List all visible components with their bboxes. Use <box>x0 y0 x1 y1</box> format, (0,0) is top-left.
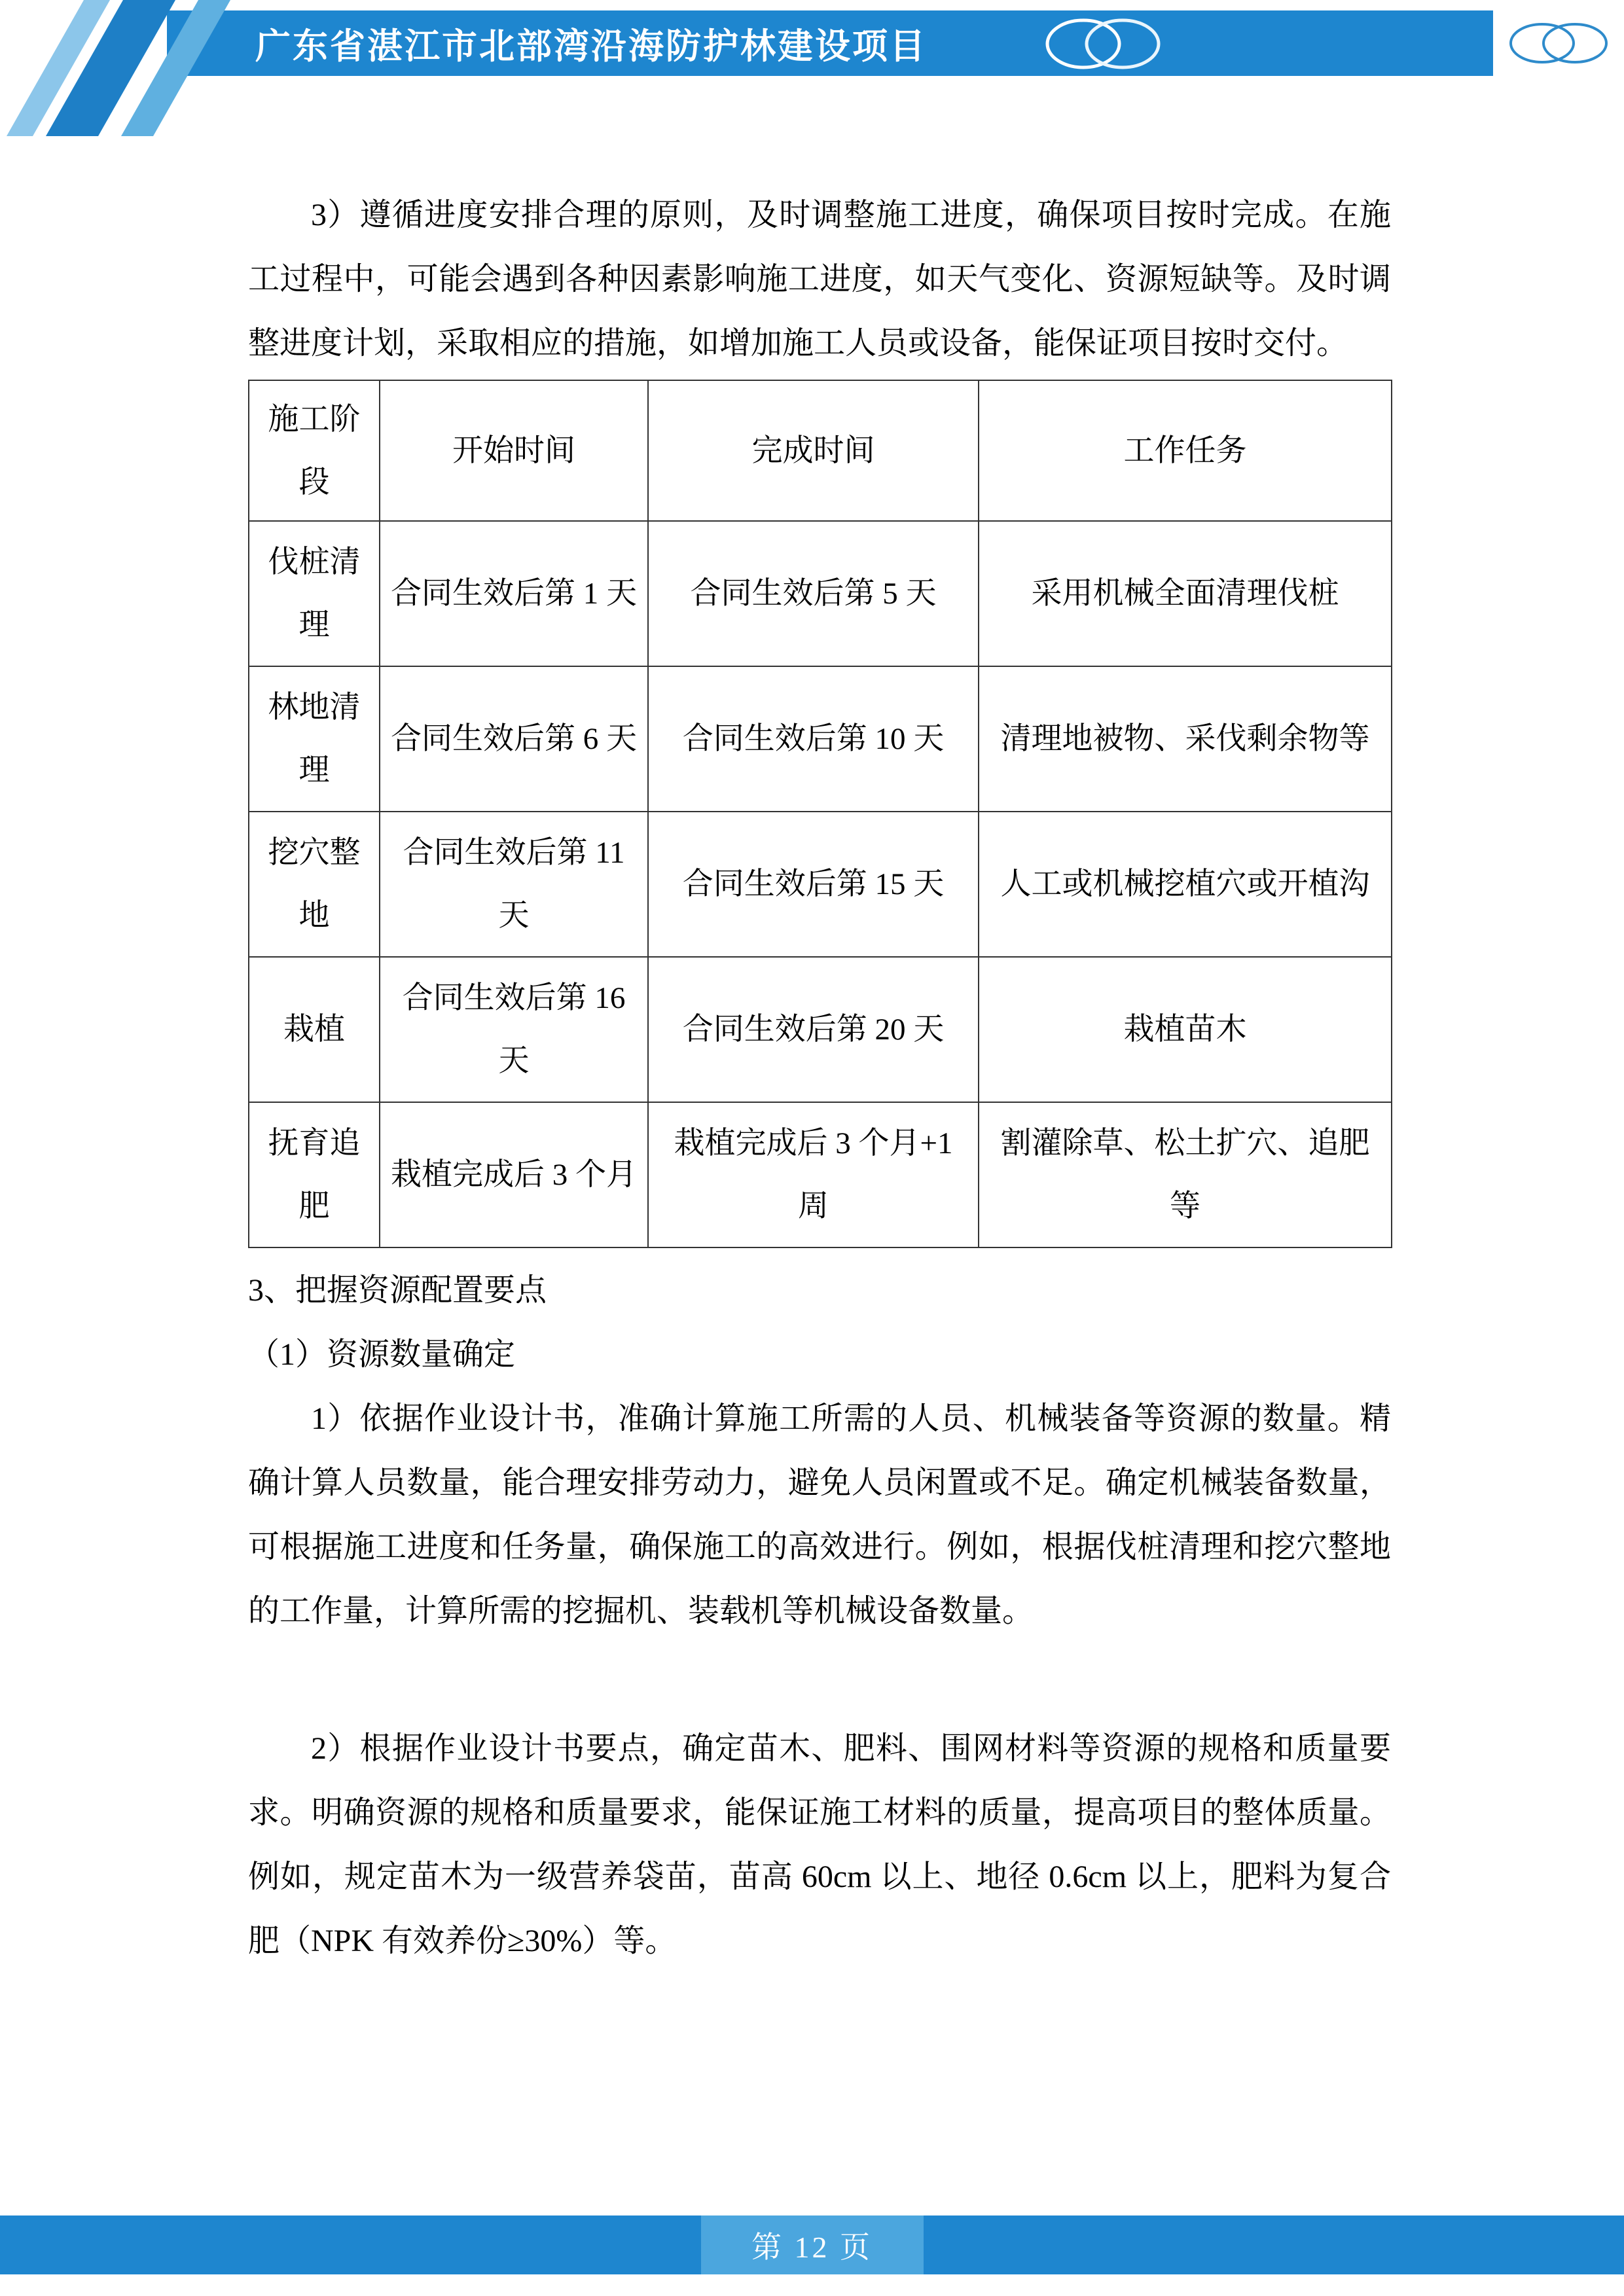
table-header-stage: 施工阶段 <box>249 380 380 521</box>
table-row <box>249 957 1392 1102</box>
interlocked-rings-icon <box>1500 17 1617 69</box>
interlocked-rings-icon <box>1034 14 1172 73</box>
paragraph-schedule-intro: 3）遵循进度安排合理的原则，及时调整施工进度，确保项目按时完成。在施工过程中，可能会遇到各种因素影响施工进度，如天气变化、资源短缺等。及时调整进度计划，采取相应的措施，如增加施工人员或设备，能保证项目按时交付。 <box>248 198 1391 361</box>
cell-stage: 伐桩清理 <box>249 521 380 666</box>
cell-task: 采用机械全面清理伐桩 <box>979 521 1392 666</box>
paragraph-resource-quantity: 1）依据作业设计书，准确计算施工所需的人员、机械装备等资源的数量。精确计算人员数量，能合理安排劳动力，避免人员闲置或不足。确定机械装备数量，可根据施工进度和任务量，确保施工的高效进行。例如，根据伐桩清理和挖穴整地的工作量，计算所需的挖掘机、装载机等机械设备数量。 <box>248 1401 1391 1628</box>
table-header-start: 开始时间 <box>380 380 648 521</box>
header-logo-box <box>1493 7 1624 80</box>
diagonal-stripes-decoration <box>0 0 281 136</box>
page-number-badge <box>701 2215 924 2274</box>
cell-task: 割灌除草、松土扩穴、追肥等 <box>979 1102 1392 1247</box>
cell-start: 合同生效后第 6 天 <box>380 666 648 812</box>
table-row <box>249 666 1392 812</box>
section-heading-resources: 3、把握资源配置要点 <box>248 1273 547 1308</box>
cell-finish: 合同生效后第 15 天 <box>648 812 979 957</box>
cell-start: 栽植完成后 3 个月 <box>380 1102 648 1247</box>
table-header-row <box>249 380 1392 521</box>
table-row <box>249 812 1392 957</box>
paragraph-resource-quality: 2）根据作业设计书要点，确定苗木、肥料、围网材料等资源的规格和质量要求。明确资源的规格和质量要求，能保证施工材料的质量，提高项目的整体质量。例如，规定苗木为一级营养袋苗，苗高 60cm 以上、地径 0.6cm 以上，肥料为复合肥（NPK 有效养份≥30%）等。 <box>248 1731 1391 1958</box>
cell-finish: 合同生效后第 20 天 <box>648 957 979 1102</box>
cell-finish: 合同生效后第 10 天 <box>648 666 979 812</box>
document-header-title: 广东省湛江市北部湾沿海防护林建设项目 <box>255 26 927 66</box>
cell-start: 合同生效后第 16 天 <box>380 957 648 1102</box>
table-row <box>249 1102 1392 1247</box>
cell-stage: 栽植 <box>249 957 380 1102</box>
cell-finish: 合同生效后第 5 天 <box>648 521 979 666</box>
cell-finish: 栽植完成后 3 个月+1 周 <box>648 1102 979 1247</box>
cell-stage: 林地清理 <box>249 666 380 812</box>
document-body <box>248 183 1391 1973</box>
subsection-heading-quantity: （1）资源数量确定 <box>248 1337 516 1372</box>
cell-start: 合同生效后第 1 天 <box>380 521 648 666</box>
cell-start: 合同生效后第 11 天 <box>380 812 648 957</box>
cell-task: 人工或机械挖植穴或开植沟 <box>979 812 1392 957</box>
cell-task: 清理地被物、采伐剩余物等 <box>979 666 1392 812</box>
table-header-task: 工作任务 <box>979 380 1392 521</box>
cell-stage: 挖穴整地 <box>249 812 380 957</box>
construction-schedule-table <box>248 380 1392 1248</box>
cell-stage: 抚育追肥 <box>249 1102 380 1247</box>
footer-bar <box>0 2215 1624 2274</box>
table-row <box>249 521 1392 666</box>
page-number-label: 第 12 页 <box>751 2231 873 2264</box>
table-header-finish: 完成时间 <box>648 380 979 521</box>
cell-task: 栽植苗木 <box>979 957 1392 1102</box>
